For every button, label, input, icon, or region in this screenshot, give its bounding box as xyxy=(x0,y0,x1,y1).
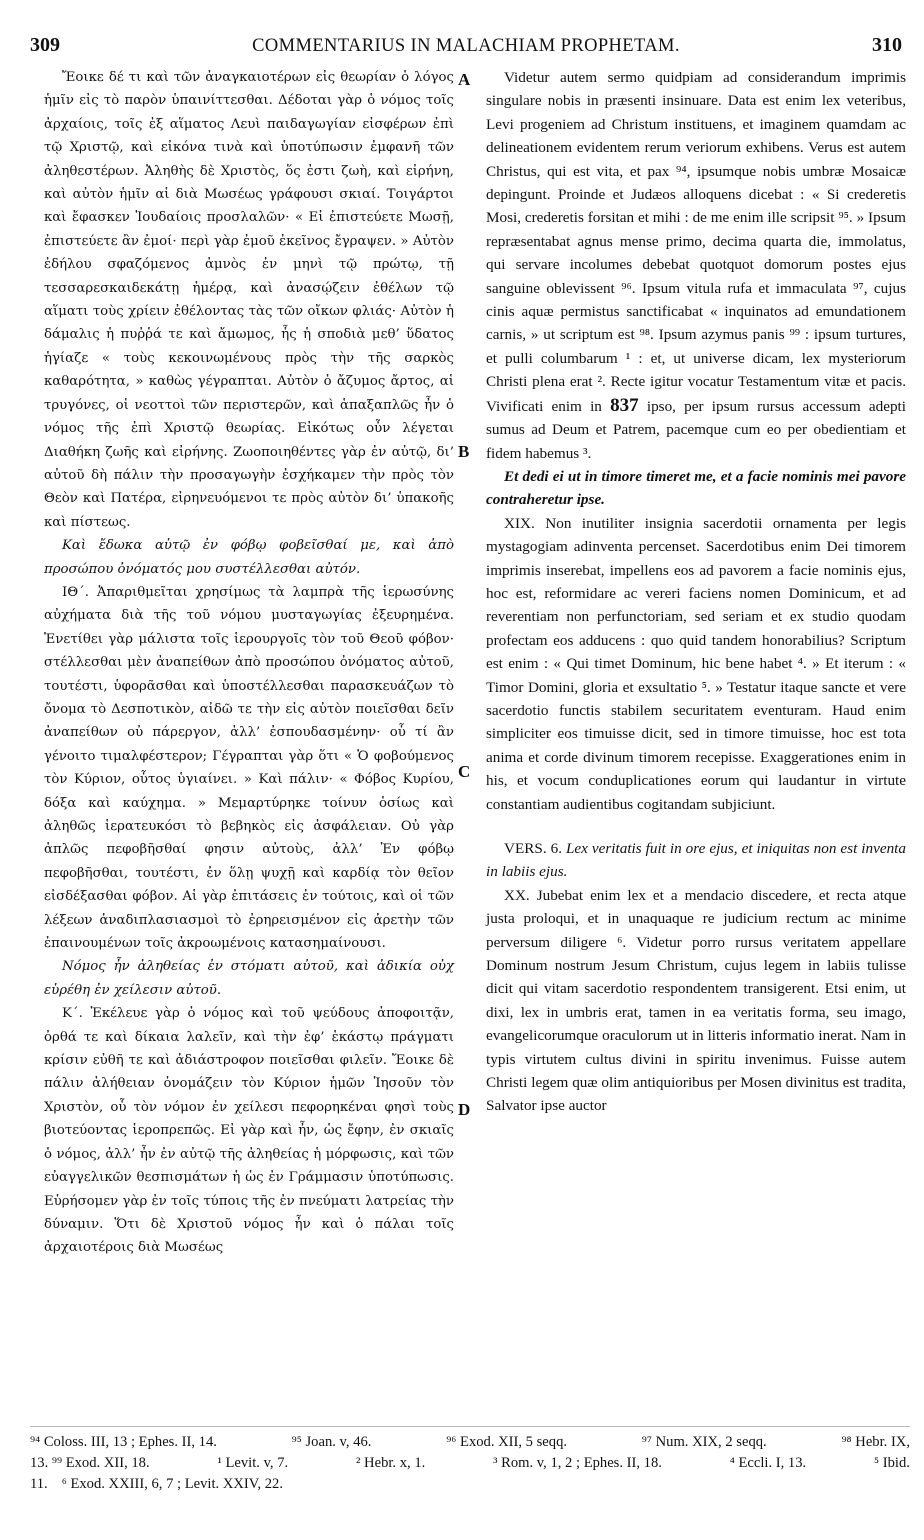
latin-verse-6-text: Lex veritatis fuit in ore ejus, et iniquitas non est inventa in labiis ejus. xyxy=(486,840,906,881)
page-number-left: 309 xyxy=(30,34,60,56)
footnote: ¹ Levit. v, 7. xyxy=(217,1455,289,1471)
footnote: ⁵ Ibid. xyxy=(874,1455,910,1471)
footnote: ⁴ Eccli. I, 13. xyxy=(729,1455,807,1471)
spacer xyxy=(486,816,906,837)
verse-label: VERS. 6. xyxy=(504,840,562,857)
latin-paragraph-1-end: ipso, per ipsum rursus accessum adepti sumus ad Deum et Patrem, pacemque cum eo per obedientiam et fidem habemus ³. xyxy=(486,397,906,462)
footnotes xyxy=(30,1432,910,1495)
footnote: ⁹⁶ Exod. XII, 5 seqq. xyxy=(446,1434,568,1450)
footnote: ⁹⁵ Joan. v, 46. xyxy=(291,1434,372,1450)
footnote: ⁹⁴ Coloss. III, 13 ; Ephes. II, 14. xyxy=(30,1434,217,1450)
footnote-line-2 xyxy=(30,1453,910,1474)
footnote: ⁹⁷ Num. XIX, 2 seqq. xyxy=(641,1434,767,1450)
latin-paragraph-19: XIX. Non inutiliter insignia sacerdotii ornamenta per legis mystagogiam adinventa percenset. Sacerdotibus enim Dei timorem imprimis inserebat, impellens eos ad pavorem a facie nominis ejus, hoc est, reformidare ac vereri faciens nomen Dominicum, et ad reverentiam non perfunctoriam, sed seriam et ex studio quodam profectam eos adducens : quo quid tandem honorabilius? Scriptum est enim : « Qui timet Dominum, hic bene habet ⁴. » Et iterum : « Timor Domini, gloria et exsultatio ⁵. » Testatur itaque sancte et vere sacerdotio functis stabilem securitatem eventuram. Haud enim simpliciter eos timuisse dicit, sed in timore timuisse, hoc est tota anima et corde divinum timorem recepisse. Exaggerationes enim in his, et vocum conduplicationes eorum qui laudantur in virtute constantiam audientibus cogitandam subjiciunt. xyxy=(486,514,906,813)
greek-paragraph-20: Κ΄. Ἐκέλευε γὰρ ὁ νόμος καὶ τοῦ ψεύδους ἀποφοιτᾷν, ὀρθά τε καὶ δίκαια λαλεῖν, καὶ τὴν ἐφ’ ἑκάστῳ πράγματι κρίσιν εὐθῆ τε καὶ ἀδιάστροφον ποιεῖσθαι φιλεῖν. Ἔοικε δὲ πάλιν ἀλήθειαν ὀνομάζειν τὸν Κύριον ἡμῶν Ἰησοῦν τὸν Χριστὸν, οὗ τὸν νόμον ἐν χείλεσι πεφορηκέναι φησὶ τοὺς βιοτεύοντας ἱεροπρεπῶς. Εἰ γὰρ καὶ ἦν, ὡς ἔφην, ἐν σκιαῖς ὁ νόμος, ἀλλ’ ἦν ἐν αὐτῷ τῆς ἀληθείας ἡ μόρφωσις, καὶ τῶν εὐαγγελικῶν θεσπισμάτων ἡ ὡς ἐν Γράμμασιν ὑποτύπωσις. Εὑρήσομεν γὰρ ἐν τοῖς τύποις τῆς ἐν πνεύματι λατρείας τὴν δύναμιν. Ὅτι δὲ Χριστοῦ νόμος ἦν καὶ ὁ πάλαι τοῖς ἀρχαιοτέροις διὰ Μωσέως xyxy=(44,1006,454,1256)
greek-column xyxy=(44,66,454,1260)
greek-paragraph-19: ΙΘ΄. Ἀπαριθμεῖται χρησίμως τὰ λαμπρὰ τῆς ἱερωσύνης αὐχήματα διὰ τῆς τοῦ νόμου μυσταγωγίας ἐξευρημένα. Ἐνετίθει γὰρ μάλιστα τοῖς ἱερουργοῖς τὸν τοῦ Θεοῦ φόβον· στέλλεσθαι μὲν ἀναπείθων ἀπὸ προσώπου ὀνόματος αὐτοῦ, τουτέστι, ὑφορᾶσθαι καὶ ὑποστέλλεσθαι παρασκευάζων τὸ ὄνομα τὸ Δεσποτικὸν, αἰδῶ τε τὴν εἰς αὐτὸν ποιεῖσθαι δεῖν ἀναπείθων οὐ πάρεργον, ἀλλ’ ἐσπουδασμένην· οὗ τί ἂν γένοιτο τιμαλφέστερον; Γέγραπται γὰρ ὅτι « Ὁ φοβούμενος τὸν Κύριον, οὗτος ὑγιαίνει. » Καὶ πάλιν· « Φόβος Κυρίου, δόξα καὶ καύχημα. » Μεμαρτύρηκε τοίνυν ὁσίως καὶ ἀληθῶς ἱερατευκόσι τὸ βεβηκὸς εἰς ἀσφάλειαν. Οὐ γὰρ ἁπλῶς πεφοβῆσθαί φησιν αὐτοὺς, ἀλλ’ Ἐν φόβῳ πεφοβῆσθαι, τουτέστι, ἐν ὅλῃ ψυχῇ καὶ καρδίᾳ τὸν θεῖον εἰσδέξασθαι φόβον. Αἱ γὰρ ἐπιτάσεις ἐν τούτοις, καὶ οἱ τῶν λέξεων ἀναδιπλασιασμοὶ τὸ ἐρηρεισμένον εἰς ἀρετὴν τῶν ἐπαινουμένων τοῖς ἀκροωμένοις κατασημαίνουσι. xyxy=(44,584,454,952)
footnote: ³ Rom. v, 1, 2 ; Ephes. II, 18. xyxy=(493,1455,662,1471)
latin-column xyxy=(486,66,906,1118)
latin-paragraph-20: XX. Jubebat enim lex et a mendacio discedere, et recta atque justa proloqui, et in unaquaque re judicium rectum ac minime perversum diligere ⁶. Videtur porro rursus veritatem appellare Dominum nostrum Jesum Christum, cujus legem in labiis tulisse dicit qui vitam sacerdotio respondentem transigerent. Etsi enim, ut dixi, lex in umbris erat, tamen in ea veritatis forma, seu imago, evangelicorumque oraculorum ut in litteris informatio inerat. Nam in typis virtutem cultus divini in spiritu invenimus. Fuisse autem Christi legem quæ olim antiquioribus per Mosen divinitus est tradita, Salvator ipse auctor xyxy=(486,886,906,1115)
footnote-rule xyxy=(30,1426,910,1427)
greek-verse-5: Καὶ ἔδωκα αὐτῷ ἐν φόβῳ φοβεῖσθαί με, καὶ ἀπὸ προσώπου ὀνόματός μου συστέλλεσθαι αὐτόν. xyxy=(44,538,454,577)
latin-verse-5: Et dedi ei ut in timore timeret me, et a facie nominis mei pavore contraheretur ipse. xyxy=(486,467,906,509)
footnote: ⁶ Exod. XXIII, 6, 7 ; Levit. XXIV, 22. xyxy=(61,1476,283,1492)
section-marker-a: A xyxy=(458,70,471,89)
footnote: ⁹⁸ Hebr. IX, xyxy=(841,1434,910,1450)
footnote-line-1 xyxy=(30,1432,910,1453)
footnote: 13. ⁹⁹ Exod. XII, 18. xyxy=(30,1455,150,1471)
latin-paragraph-1 xyxy=(486,66,906,465)
section-marker-d: D xyxy=(458,1100,471,1119)
greek-verse-6: Νόμος ἦν ἀληθείας ἐν στόματι αὐτοῦ, καὶ ἀδικία οὐχ εὑρέθη ἐν χείλεσιν αὐτοῦ. xyxy=(44,959,454,998)
greek-paragraph-1: Ἔοικε δέ τι καὶ τῶν ἀναγκαιοτέρων εἰς θεωρίαν ὁ λόγος ἡμῖν εἰς τὸ παρὸν ὑπαινίττεσθαι. Δέδοται γὰρ ὁ νόμος τοῖς ἀρχαίοις, τοῖς ἐξ αἵματος Λευὶ παιδαγωγίαν εἰσφέρων ἐπὶ τῷ Χριστῷ, καὶ εἰκόνα τινὰ καὶ ὑποτύπωσιν ἐμφανῆ τῶν ἀληθεστέρων. Ἀληθὴς δὲ Χριστὸς, ὅς ἐστι ζωὴ, καὶ εἰρήνη, καὶ αὐτὸν ἡμῖν αἱ διὰ Μωσέως γράφουσι σκιαί. Τοιγάρτοι καὶ ἔφασκεν Ἰουδαίοις προσλαλῶν· « Εἰ ἐπιστεύετε Μωσῇ, ἐπιστεύετε ἂν ἐμοί· περὶ γὰρ ἐμοῦ ἐκεῖνος ἔγραψεν. » Αὐτὸν ἐδήλου σφαζόμενος ἀμνὸς ἐν μηνὶ τῷ πρώτῳ, τῇ τεσσαρεσκαιδεκάτῃ ἡμέρᾳ, καὶ ἀνασῴζειν ἐθέλων τῷ αἵματι τοὺς χρίειν ἐθέλοντας τὰς τῶν οἴκων φλιάς· Αὐτὸν ἡ δάμαλις ἡ πυῤῥά τε καὶ ἄμωμος, ἧς ἡ σποδιὰ μεθ’ ὕδατος ἡγίαζε « τοὺς κεκοινωμένους πρὸς τὴν τῆς σαρκὸς καθαρότητα, » καθὼς γέγραπται. Αὐτὸν ὁ ἄζυμος ἄρτος, αἱ τρυγόνες, οἱ νεοττοὶ τῶν περιστερῶν, καὶ ἁπαξαπλῶς ἦν ὁ νόμος τῆς ἐπὶ Χριστῷ θεωρίας. Εἰκότως οὖν λέγεται Διαθήκη ζωῆς καὶ εἰρήνης. Ζωοποιηθέντες γὰρ ἐν αὐτῷ, δι’ αὐτοῦ δὴ πάλιν τὴν προσαγωγὴν ἐσχήκαμεν τὴν πρὸς τὸν Θεὸν καὶ Πατέρα, εἰρηνευόμενοι τε πρὸς αὐτὸν δι’ ὑπακοῆς καὶ πίστεως. xyxy=(44,70,454,530)
running-header xyxy=(30,34,902,57)
latin-paragraph-1-text: Videtur autem sermo quidpiam ad considerandum imprimis singulare nobis in præsenti insinuare. Data est enim lex veteribus, Levi progeniem ad Christum instituens, et imaginem quamdam ac delineationem evidentem rerum veriorum exhibens. Verus est autem Christus, qui est vita, et pax ⁹⁴, ipsumque nobis umbræ Mosaicæ depingunt. Proinde et Judæos alloquens dicebat : « Si crederetis Mosi, crederetis forsitan et mihi : de me enim ille scripsit ⁹⁵. » Ipsum repræsentabat agnus mense primo, decima quarta die, immolatus, qui servare incolumes debebat quotquot domorum postes ejus sanguine oblevissent ⁹⁶. Ipsum vitula rufa et immaculata ⁹⁷, cujus cinis aquæ permistus sanctificabat « inquinatos ad emundationem carnis, » ut scriptum est ⁹⁸. Ipsum azymus panis ⁹⁹ : ipsum turtures, et pulli columbarum ¹ : et, ut universe dicam, lex mysteriorum Christi plena erat ². Recte igitur vocatur Testamentum vitæ et pacis. Vivificati enim in xyxy=(486,69,906,415)
footnote: ² Hebr. x, 1. xyxy=(356,1455,426,1471)
footnote: 11. xyxy=(30,1476,48,1492)
page-number-right: 310 xyxy=(872,34,902,56)
running-title: COMMENTARIUS IN MALACHIAM PROPHETAM. xyxy=(252,36,680,56)
column-number: 837 xyxy=(610,394,639,416)
section-marker-b: B xyxy=(458,442,470,461)
footnote-line-3 xyxy=(30,1474,910,1495)
latin-verse-6 xyxy=(486,837,906,884)
section-marker-c: C xyxy=(458,762,471,781)
